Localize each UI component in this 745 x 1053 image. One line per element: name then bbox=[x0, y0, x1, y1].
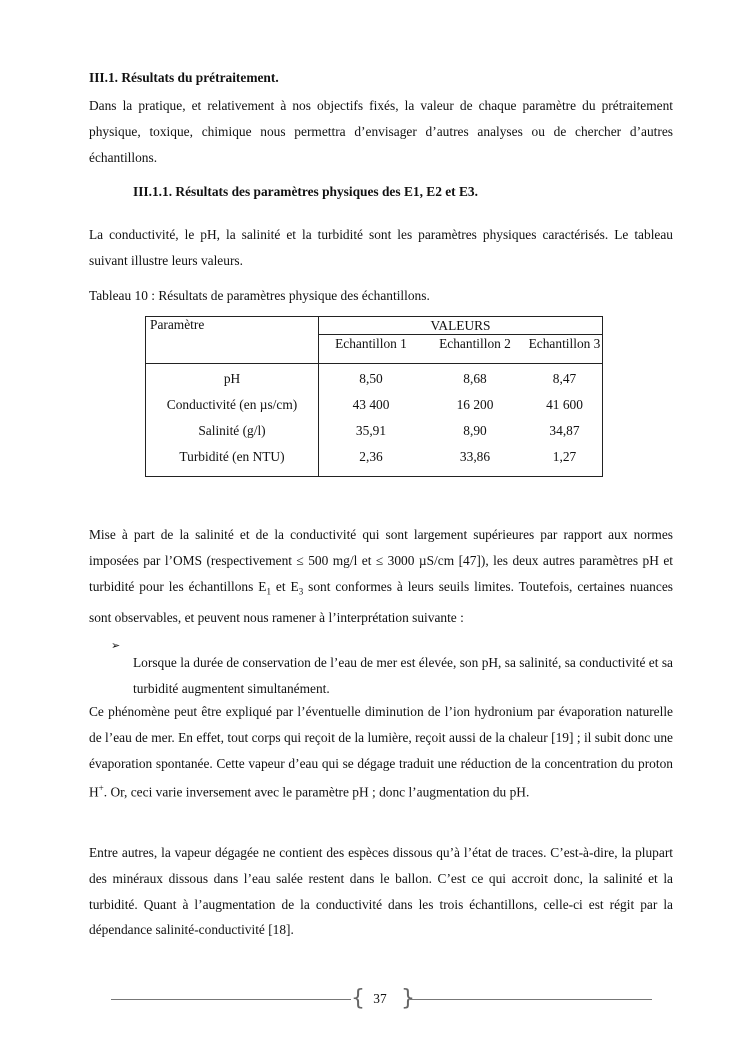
arrow-bullet-icon: ➢ bbox=[111, 639, 121, 652]
intro-paragraph-block bbox=[89, 93, 673, 170]
page-number: 37 bbox=[373, 991, 387, 1006]
table-cell: 8,90 bbox=[463, 423, 487, 438]
table-cell: 8,68 bbox=[463, 371, 487, 386]
bullet-text: Lorsque la durée de conservation de l’eau de mer est élevée, son pH, sa salinité, sa conductivité et sa turbidité augmentent simultanément. bbox=[133, 655, 673, 697]
table-row bbox=[146, 364, 603, 393]
discussion-paragraph-block bbox=[89, 522, 673, 631]
table-cell: 8,50 bbox=[359, 371, 383, 386]
row-param: Conductivité (en µs/cm) bbox=[146, 392, 319, 418]
footer-rule-left bbox=[111, 999, 351, 1000]
table-row bbox=[146, 418, 603, 444]
phenomenon-text-1: Ce phénomène peut être expliqué par l’éventuelle diminution de l’ion hydronium par évaporation naturelle de l’eau de mer. En effet, tout corps qui reçoit de la lumière, reçoit aussi de la chaleur [19] ; il subit donc une évaporation spontanée. Cette vapeur d’eau qui se dégage traduit une réduction de la concentration du proton H bbox=[89, 704, 673, 800]
footer-brace-open: { bbox=[351, 986, 365, 1011]
footer-brace-close: } bbox=[401, 986, 415, 1011]
table-caption: Tableau 10 : Résultats de paramètres physique des échantillons. bbox=[89, 288, 430, 303]
subsection-heading: III.1.1. Résultats des paramètres physiques des E1, E2 et E3. bbox=[133, 184, 478, 199]
table-cell: 1,27 bbox=[552, 449, 577, 464]
table-cell: 43 400 bbox=[352, 397, 390, 412]
params-paragraph: La conductivité, le pH, la salinité et la turbidité sont les paramètres physiques caractérisés. Le tableau suivant illustre leurs valeurs. bbox=[89, 227, 673, 268]
sample-index-3: 3 bbox=[298, 586, 304, 597]
sample-index-1: 1 bbox=[266, 586, 271, 597]
table-cell: 2,36 bbox=[359, 449, 383, 464]
column-header-sample-3: Echantillon 3 bbox=[527, 335, 603, 364]
intro-paragraph: Dans la pratique, et relativement à nos objectifs fixés, la valeur de chaque paramètre du prétraitement physique, toxique, chimique nous permettra d’envisager d’autres analyses ou de chercher d’autres échantillons. bbox=[89, 98, 673, 165]
params-paragraph-block bbox=[89, 222, 673, 274]
table-row bbox=[146, 392, 603, 418]
proton-charge: + bbox=[98, 783, 104, 794]
phenomenon-paragraph bbox=[89, 699, 673, 806]
column-header-sample-2: Echantillon 2 bbox=[423, 335, 527, 364]
table-cell: 33,86 bbox=[459, 449, 491, 464]
discussion-paragraph bbox=[89, 522, 673, 631]
results-table bbox=[145, 316, 603, 477]
row-param: pH bbox=[146, 364, 319, 393]
table-cell: 41 600 bbox=[546, 397, 583, 412]
table-cell: 35,91 bbox=[355, 423, 387, 438]
values-header: VALEURS bbox=[319, 317, 603, 335]
column-header-sample-1: Echantillon 1 bbox=[319, 335, 424, 364]
table-cell: 16 200 bbox=[456, 397, 494, 412]
row-param: Turbidité (en NTU) bbox=[146, 444, 319, 477]
table-row bbox=[146, 444, 603, 477]
row-param: Salinité (g/l) bbox=[146, 418, 319, 444]
discussion-text-1: Mise à part de la salinité et de la conductivité qui sont largement supérieures par rapport aux normes imposées par l’OMS (respectivement ≤ 500 mg/l et ≤ 3000 µS/cm [47]), les deux autres paramètres pH et turbidité pour les échantillons E bbox=[89, 527, 673, 594]
phenomenon-text-2: . Or, ceci varie inversement avec le paramètre pH ; donc l’augmentation du pH. bbox=[103, 784, 530, 800]
table-cell: 34,87 bbox=[549, 423, 580, 438]
discussion-text-2: et E bbox=[270, 578, 299, 594]
final-paragraph-block bbox=[89, 840, 673, 943]
table-cell: 8,47 bbox=[552, 371, 577, 386]
footer-rule-right bbox=[410, 999, 652, 1000]
final-paragraph: Entre autres, la vapeur dégagée ne contient des espèces dissous qu’à l’état de traces. C’est-à-dire, la plupart des minéraux dissous dans l’eau salée restent dans le ballon. C’est ce qui accroit donc, la salinité et la turbidité. Quant à l’augmentation de la conductivité dans les trois échantillons, celle-ci est régit par la dépendance salinité-conductivité [18]. bbox=[89, 845, 673, 938]
discussion-text-3: sont conformes à leurs seuils limites. Toutefois, certaines nuances sont observables, et peuvent nous ramener à l’interprétation suivante : bbox=[89, 578, 673, 626]
phenomenon-paragraph-block bbox=[89, 699, 673, 806]
param-header: Paramètre bbox=[146, 317, 319, 364]
section-heading: III.1. Résultats du prétraitement. bbox=[89, 70, 279, 85]
